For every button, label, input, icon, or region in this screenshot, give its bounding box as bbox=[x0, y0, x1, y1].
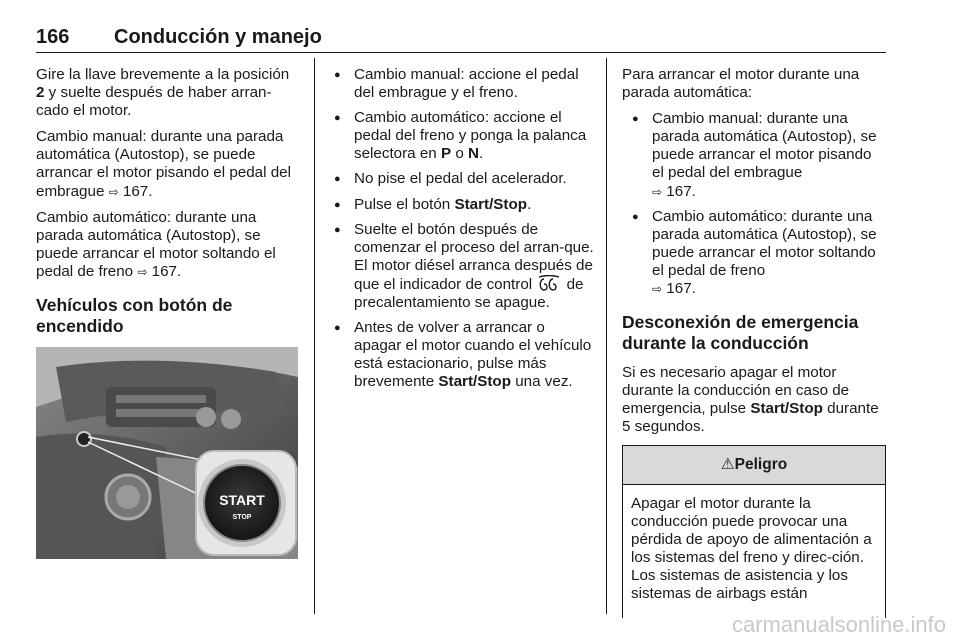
watermark: carmanualsonline.info bbox=[731, 612, 946, 637]
page-reference-arrow-icon: ⇨ bbox=[137, 264, 148, 279]
instruction-list bbox=[332, 66, 594, 392]
page-number: 166 bbox=[36, 26, 70, 48]
page-reference-link[interactable]: ⇨ 167. bbox=[652, 280, 696, 298]
paragraph: Para arrancar el motor durante una parada automática: bbox=[622, 66, 860, 102]
warning-triangle-icon: ⚠ bbox=[720, 455, 735, 473]
page-reference-link[interactable]: ⇨ 167. bbox=[652, 182, 696, 200]
list-item: ● Pulse el botón Start/Stop. bbox=[332, 196, 594, 214]
paragraph: Si es necesario apagar el motor durante la conducción en caso de emergencia, pulse Start/Stop durante 5 segundos. bbox=[622, 364, 879, 436]
column-left bbox=[36, 66, 298, 559]
chapter-title: Conducción y manejo bbox=[114, 26, 322, 48]
column-divider bbox=[606, 58, 607, 614]
start-button-illustration bbox=[36, 347, 298, 559]
start-button-label: START bbox=[219, 492, 265, 509]
column-divider bbox=[314, 58, 315, 614]
list-item: ● Cambio manual: durante una parada automática (Autostop), se puede arrancar el motor pisando el pedal del embrague ⇨ 167. bbox=[622, 110, 886, 200]
instruction-list bbox=[622, 110, 886, 298]
column-right bbox=[622, 66, 886, 618]
list-item: ● Cambio automático: accione el pedal del freno y ponga la palanca selectora en P o N. bbox=[332, 109, 594, 163]
column-middle bbox=[332, 66, 594, 399]
page-header bbox=[36, 26, 886, 53]
preheating-indicator-icon bbox=[536, 275, 562, 291]
key-position: 2 bbox=[36, 84, 45, 102]
warning-box bbox=[622, 445, 886, 618]
page-reference-arrow-icon: ⇨ bbox=[652, 282, 663, 297]
warning-header bbox=[623, 446, 885, 485]
paragraph: Cambio manual: durante una parada automática (Autostop), se puede arrancar el motor pisando el pedal del embrague ⇨ 167. bbox=[36, 128, 291, 200]
page-reference-arrow-icon: ⇨ bbox=[652, 184, 663, 199]
paragraph: Gire la llave brevemente a la posición 2 y suelte después de haber arran-cado el motor. bbox=[36, 66, 290, 120]
list-item: ● Cambio automático: durante una parada automática (Autostop), se puede arrancar el motor soltando el pedal de freno ⇨ 167. bbox=[622, 208, 886, 298]
list-item: ● Antes de volver a arrancar o apagar el motor cuando el vehículo está estacionario, pulse más brevemente Start/Stop una vez. bbox=[332, 319, 594, 391]
warning-text: Apagar el motor durante la conducción puede provocar una pérdida de apoyo de alimentación a los sistemas del freno y direc-ción. Los sistemas de asistencia y los sistemas de airbags están bbox=[631, 494, 872, 602]
list-item: ● Cambio manual: accione el pedal del embrague y el freno. bbox=[332, 66, 594, 102]
stop-button-label: STOP bbox=[232, 514, 252, 522]
section-heading: Desconexión de emergencia durante la conducción bbox=[622, 312, 859, 354]
paragraph: Cambio automático: durante una parada automática (Autostop), se puede arrancar el motor soltando el pedal de freno ⇨ 167. bbox=[36, 208, 276, 280]
dashboard-photo bbox=[36, 347, 298, 559]
page-reference-link[interactable]: ⇨ 167. bbox=[108, 182, 153, 200]
page-reference-link[interactable]: ⇨ 167. bbox=[137, 262, 182, 280]
list-item: ● Suelte el botón después de comenzar el proceso del arran-que. El motor diésel arranca después de que el indicador de control de precalentamiento se apague. bbox=[332, 221, 594, 312]
section-heading: Vehículos con botón de encendido bbox=[36, 295, 233, 337]
warning-title: Peligro bbox=[734, 455, 788, 473]
page-reference-arrow-icon: ⇨ bbox=[108, 184, 119, 199]
list-item: ● No pise el pedal del acelerador. bbox=[332, 170, 594, 188]
